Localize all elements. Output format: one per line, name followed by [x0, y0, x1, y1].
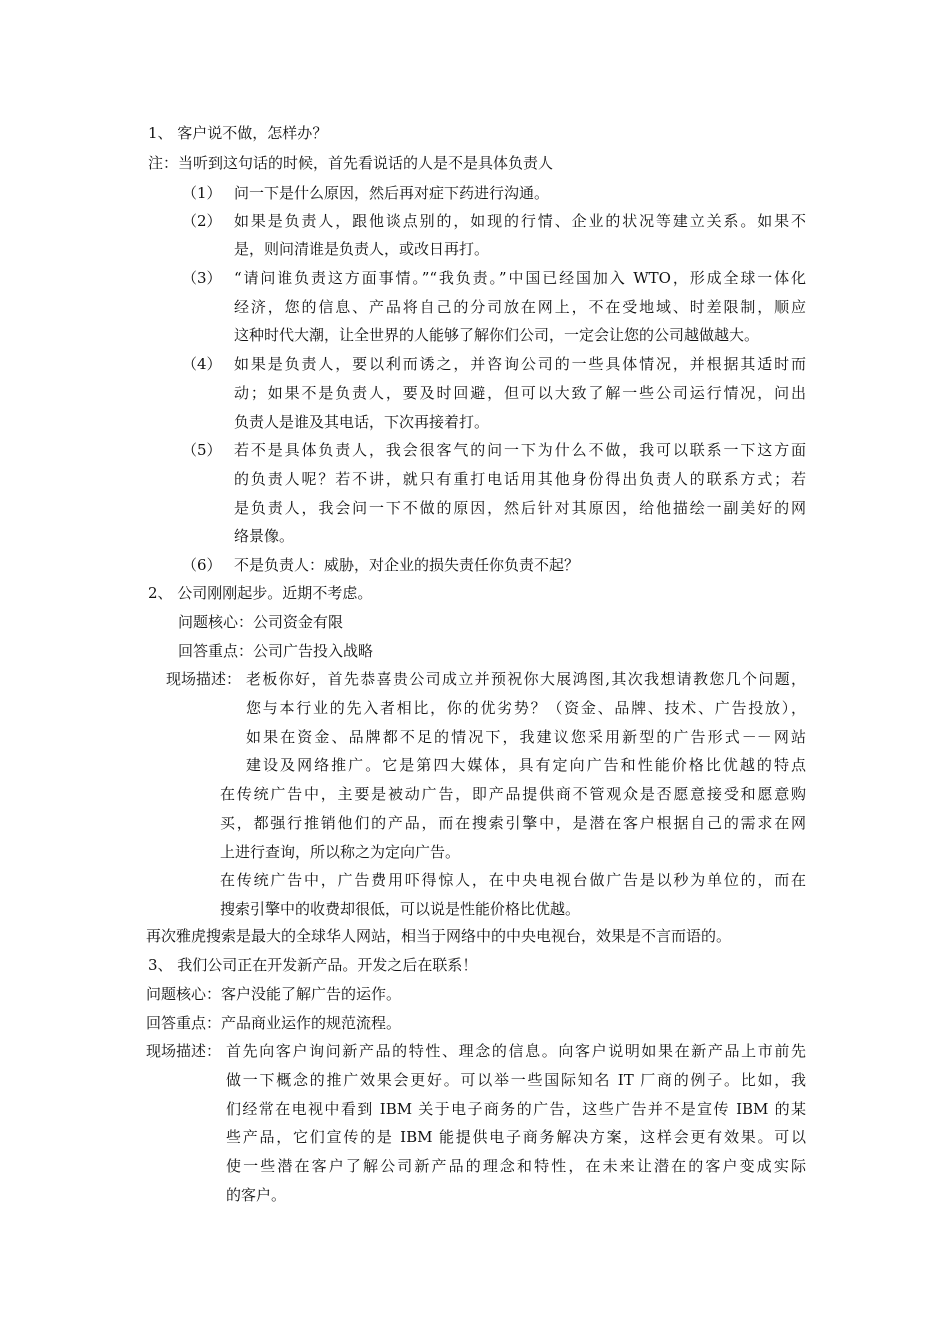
- section-2-focus: 回答重点：公司广告投入战略: [178, 642, 374, 660]
- item-5-line: 的负责人呢？若不讲，就只有重打电话用其他身份得出负责人的联系方式；若: [234, 470, 806, 488]
- section-3-core: 问题核心：客户没能了解广告的运作。: [146, 985, 402, 1003]
- section-2-scene-line: 如果在资金、品牌都不足的情况下，我建议您采用新型的广告形式－－网站: [246, 728, 806, 746]
- section-3-scene-line: 做一下概念的推广效果会更好。可以举一些国际知名 IT 厂商的例子。比如，我: [226, 1071, 806, 1089]
- item-2-line: 是，则问清谁是负责人，或改日再打。: [234, 240, 490, 258]
- item-1-number: （1）: [182, 184, 222, 202]
- section-2-heading: 2、 公司刚刚起步。近期不考虑。: [148, 584, 373, 602]
- section-2-paragraph-line: 上进行查询，所以称之为定向广告。: [220, 843, 461, 861]
- section-3-scene-line: 的客户。: [226, 1186, 287, 1204]
- section-2-scene-line: 建设及网络推广。它是第四大媒体，具有定向广告和性能价格比优越的特点: [246, 756, 806, 774]
- item-1-line: 问一下是什么原因，然后再对症下药进行沟通。: [234, 184, 550, 202]
- item-3-line: “请问谁负责这方面事情。”“我负责。”中国已经国加入 WTO，形成全球一体化: [234, 269, 806, 287]
- item-2-line: 如果是负责人，跟他谈点别的，如现的行情、企业的状况等建立关系。如果不: [234, 212, 806, 230]
- item-5-line: 是负责人，我会问一下不做的原因，然后针对其原因，给他描绘一副美好的网: [234, 499, 806, 517]
- section-2-paragraph-line: 在传统广告中，广告费用吓得惊人，在中央电视台做广告是以秒为单位的，而在: [220, 871, 806, 889]
- item-5-number: （5）: [182, 441, 222, 459]
- item-3-number: （3）: [182, 269, 222, 287]
- item-3-line: 这种时代大潮，让全世界的人能够了解你们公司，一定会让您的公司越做越大。: [234, 326, 760, 344]
- section-3-scene-line: 些产品，它们宣传的是 IBM 能提供电子商务解决方案，这样会更有效果。可以: [226, 1128, 806, 1146]
- item-5-line: 络景像。: [234, 527, 295, 545]
- section-3-scene-line: 首先向客户询问新产品的特性、理念的信息。向客户说明如果在新产品上市前先: [226, 1042, 806, 1060]
- section-1-heading: 1、 客户说不做，怎样办？: [148, 124, 328, 142]
- section-2-core: 问题核心：公司资金有限: [178, 613, 344, 631]
- section-3-scene-label: 现场描述：: [146, 1042, 222, 1060]
- item-5-line: 若不是具体负责人，我会很客气的问一下为什么不做，我可以联系一下这方面: [234, 441, 806, 459]
- section-2-paragraph-line: 在传统广告中，主要是被动广告，即产品提供商不管观众是否愿意接受和愿意购: [220, 785, 806, 803]
- section-3-focus: 回答重点：产品商业运作的规范流程。: [146, 1014, 402, 1032]
- item-4-line: 负责人是谁及其电话，下次再接着打。: [234, 413, 490, 431]
- item-4-line: 如果是负责人，要以利而诱之，并咨询公司的一些具体情况，并根据其适时而: [234, 355, 806, 373]
- item-3-line: 经济，您的信息、产品将自己的分司放在网上，不在受地域、时差限制，顺应: [234, 298, 806, 316]
- item-4-line: 动；如果不是负责人，要及时回避，但可以大致了解一些公司运行情况，问出: [234, 384, 806, 402]
- section-2-paragraph-line: 搜索引擎中的收费却很低，可以说是性能价格比优越。: [220, 900, 581, 918]
- section-3-scene-line: 们经常在电视中看到 IBM 关于电子商务的广告，这些广告并不是宣传 IBM 的某: [226, 1100, 806, 1118]
- section-3-heading: 3、 我们公司正在开发新产品。开发之后在联系！: [148, 956, 478, 974]
- section-2-closing: 再次雅虎搜索是最大的全球华人网站，相当于网络中的中央电视台，效果是不言而语的。: [146, 927, 732, 945]
- section-2-scene-label: 现场描述：: [166, 670, 242, 688]
- item-4-number: （4）: [182, 355, 222, 373]
- item-6-line: 不是负责人：威胁，对企业的损失责任你负责不起？: [234, 556, 580, 574]
- section-1-note: 注：当听到这句话的时候，首先看说话的人是不是具体负责人: [148, 154, 554, 172]
- section-3-scene-line: 使一些潜在客户了解公司新产品的理念和特性，在未来让潜在的客户变成实际: [226, 1157, 806, 1175]
- section-2-scene-line: 您与本行业的先入者相比，你的优劣势？（资金、品牌、技术、广告投放），: [246, 699, 806, 717]
- section-2-paragraph-line: 买，都强行推销他们的产品，而在搜索引擎中，是潜在客户根据自己的需求在网: [220, 814, 806, 832]
- item-2-number: （2）: [182, 212, 222, 230]
- item-6-number: （6）: [182, 556, 222, 574]
- section-2-scene-line: 老板你好，首先恭喜贵公司成立并预祝你大展鸿图,其次我想请教您几个问题，: [246, 670, 806, 688]
